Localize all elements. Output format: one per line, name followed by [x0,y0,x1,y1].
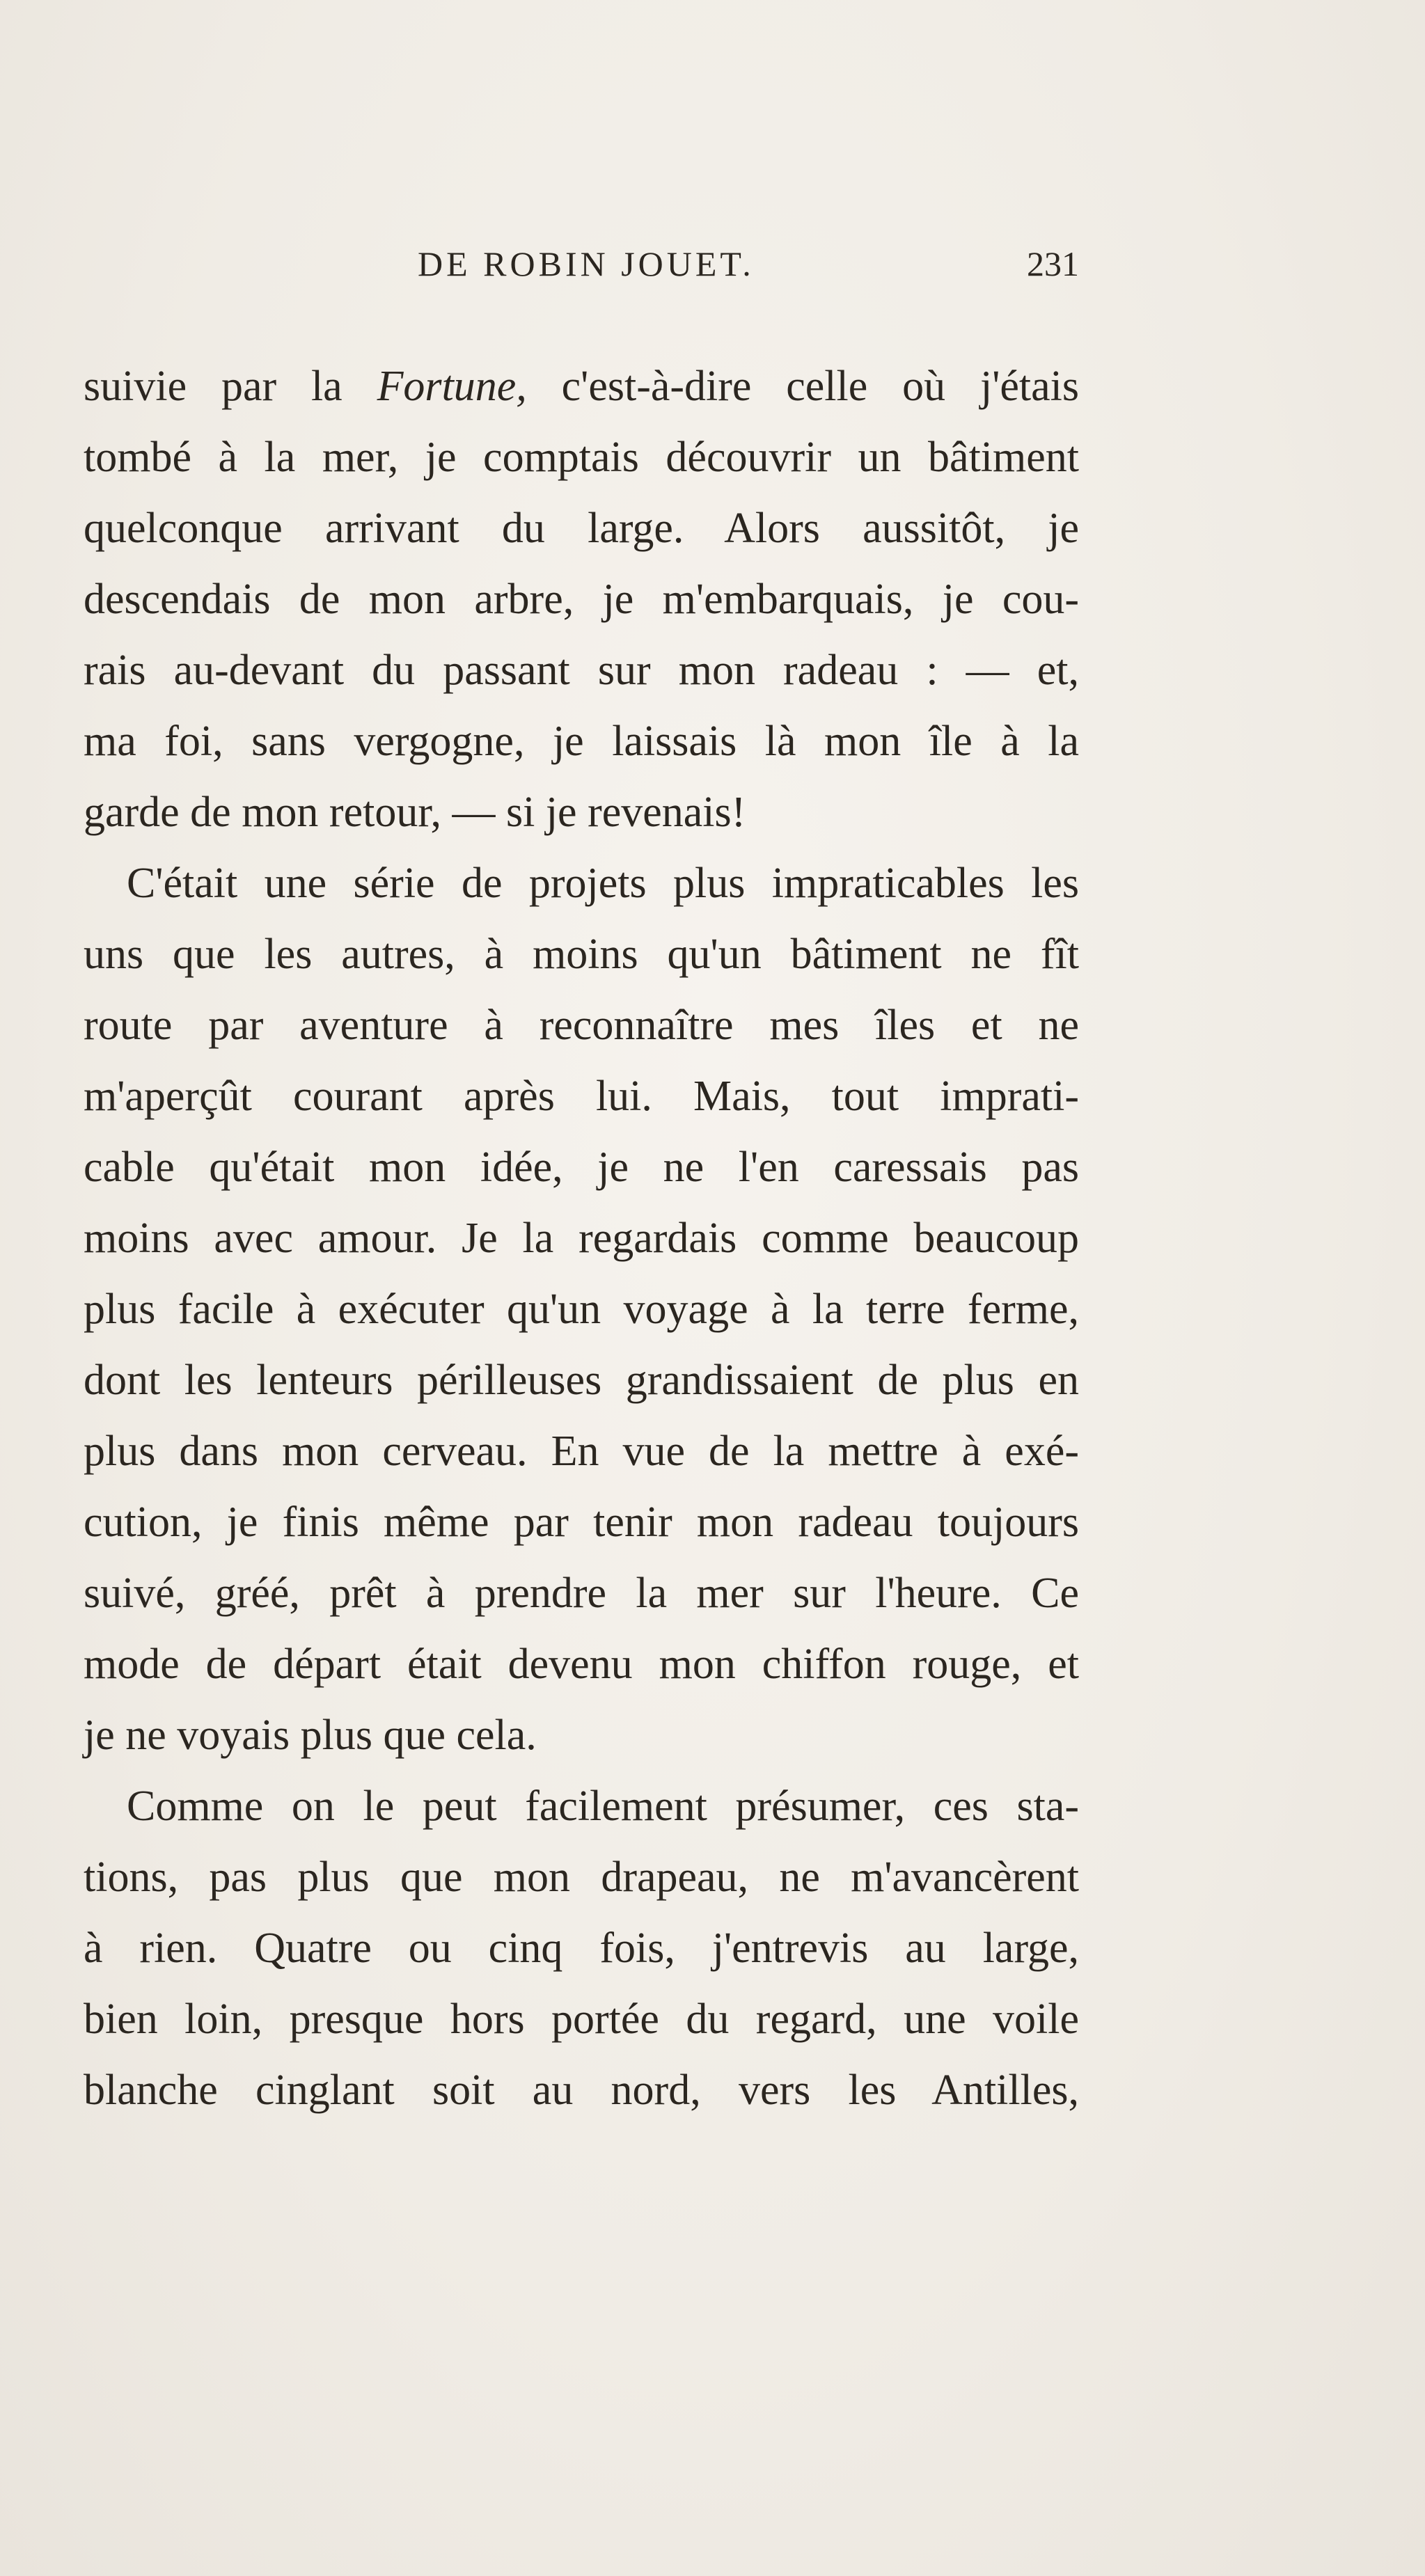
text-line [84,351,1079,422]
text-line: cution, je finis même par tenir mon radeau toujours [84,1499,1079,1546]
page-number: 231 [1027,244,1079,283]
text-line: suivé, gréé, prêt à prendre la mer sur l'heure. Ce [84,1570,1079,1617]
text-line: uns que les autres, à moins qu'un bâtiment ne fît [84,931,1079,978]
paragraph-2 [84,848,1079,1771]
text-line: descendais de mon arbre, je m'embarquais, je cou- [84,576,1079,623]
text-line: moins avec amour. Je la regardais comme beaucoup [84,1215,1079,1262]
text-span: suivie par la [84,363,377,410]
text-line: mode de départ était devenu mon chiffon rouge, et [84,1641,1079,1688]
body-text [84,351,1079,2126]
text-line: cable qu'était mon idée, je ne l'en caressais pas [84,1144,1079,1191]
text-line: Comme on le peut facilement présumer, ces sta- [127,1783,1079,1830]
paragraph-3 [84,1771,1079,2126]
text-line: rais au-devant du passant sur mon radeau : — et, [84,647,1079,694]
text-line: quelconque arrivant du large. Alors aussitôt, je [84,505,1079,552]
text-line: dont les lenteurs périlleuses grandissaient de plus en [84,1357,1079,1404]
text-line: plus facile à exécuter qu'un voyage à la terre ferme, [84,1286,1079,1333]
text-line: ma foi, sans vergogne, je laissais là mon île à la [84,718,1079,765]
text-line: C'était une série de projets plus impraticables les [127,860,1079,907]
text-line: m'aperçût courant après lui. Mais, tout imprati- [84,1073,1079,1120]
text-span: c'est-à-dire celle où j'étais [526,363,1079,410]
text-line: bien loin, presque hors portée du regard, une voile [84,1996,1079,2043]
text-line: blanche cinglant soit au nord, vers les Antilles, [84,2067,1079,2114]
running-title: DE ROBIN JOUET. [418,244,755,283]
text-line: je ne voyais plus que cela. [84,1712,537,1759]
running-head [84,244,1079,292]
text-line: garde de mon retour, — si je revenais! [84,789,746,836]
italic-ship-name: Fortune, [377,363,527,410]
text-line: à rien. Quatre ou cinq fois, j'entrevis au large, [84,1925,1079,1972]
text-line: route par aventure à reconnaître mes îles et ne [84,1002,1079,1049]
text-line: plus dans mon cerveau. En vue de la mettre à exé- [84,1428,1079,1475]
text-line: tions, pas plus que mon drapeau, ne m'avancèrent [84,1854,1079,1901]
text-line: tombé à la mer, je comptais découvrir un bâtiment [84,434,1079,481]
paragraph-1 [84,351,1079,848]
